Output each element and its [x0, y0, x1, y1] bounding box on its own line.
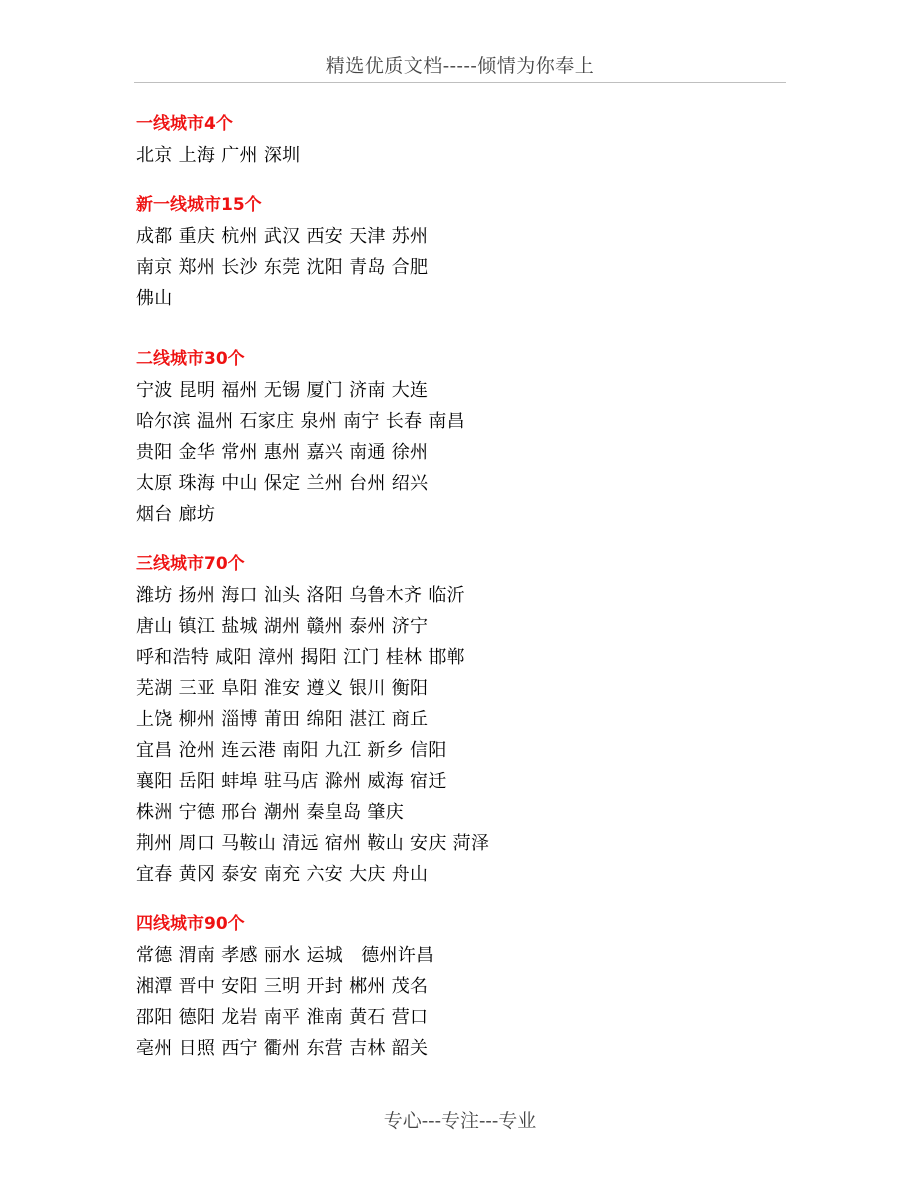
section-title: 一线城市4个 [136, 114, 233, 134]
city-row: 北京 上海 广州 深圳 [136, 145, 301, 166]
section-tier4 [136, 909, 796, 1064]
city-row: 邵阳 德阳 龙岩 南平 淮南 黄石 营口 [136, 1007, 429, 1028]
footer-text: 专心---专注---专业 [383, 1110, 537, 1132]
city-row: 成都 重庆 杭州 武汉 西安 天津 苏州 [136, 226, 429, 247]
spacer [136, 890, 796, 909]
city-row: 烟台 廊坊 [136, 504, 216, 525]
city-row: 荆州 周口 马鞍山 清远 宿州 鞍山 安庆 菏泽 [136, 833, 490, 854]
section-tier2 [136, 344, 796, 530]
city-row: 哈尔滨 温州 石家庄 泉州 南宁 长春 南昌 [136, 411, 465, 432]
section-title: 二线城市30个 [136, 349, 245, 369]
page-footer [0, 1106, 920, 1136]
city-row: 常德 渭南 孝感 丽水 运城 德州许昌 [136, 945, 435, 966]
city-row: 宜春 黄冈 泰安 南充 六安 大庆 舟山 [136, 864, 429, 885]
section-title: 三线城市70个 [136, 554, 245, 574]
section-tier1 [136, 109, 796, 171]
spacer [136, 171, 796, 190]
city-row: 株洲 宁德 邢台 潮州 秦皇岛 肇庆 [136, 802, 405, 823]
section-new-tier1 [136, 190, 796, 314]
city-row: 潍坊 扬州 海口 汕头 洛阳 乌鲁木齐 临沂 [136, 585, 465, 606]
city-row: 贵阳 金华 常州 惠州 嘉兴 南通 徐州 [136, 442, 429, 463]
city-row: 芜湖 三亚 阜阳 淮安 遵义 银川 衡阳 [136, 678, 429, 699]
city-row: 襄阳 岳阳 蚌埠 驻马店 滁州 威海 宿迁 [136, 771, 447, 792]
city-row: 南京 郑州 长沙 东莞 沈阳 青岛 合肥 [136, 257, 429, 278]
city-row: 呼和浩特 咸阳 漳州 揭阳 江门 桂林 邯郸 [136, 647, 465, 668]
section-title: 四线城市90个 [136, 914, 245, 934]
spacer [136, 530, 796, 549]
city-row: 上饶 柳州 淄博 莆田 绵阳 湛江 商丘 [136, 709, 429, 730]
section-tier3 [136, 549, 796, 890]
city-row: 唐山 镇江 盐城 湖州 赣州 泰州 济宁 [136, 616, 429, 637]
city-row: 宁波 昆明 福州 无锡 厦门 济南 大连 [136, 380, 429, 401]
spacer [136, 314, 796, 344]
section-title: 新一线城市15个 [136, 195, 262, 215]
city-row: 宜昌 沧州 连云港 南阳 九江 新乡 信阳 [136, 740, 447, 761]
city-row: 湘潭 晋中 安阳 三明 开封 郴州 茂名 [136, 976, 429, 997]
city-row: 太原 珠海 中山 保定 兰州 台州 绍兴 [136, 473, 429, 494]
header-text: 精选优质文档-----倾情为你奉上 [325, 55, 595, 77]
city-row: 亳州 日照 西宁 衢州 东营 吉林 韶关 [136, 1038, 429, 1059]
document-body [136, 109, 796, 1064]
city-row: 佛山 [136, 288, 173, 309]
page-header [134, 50, 786, 83]
